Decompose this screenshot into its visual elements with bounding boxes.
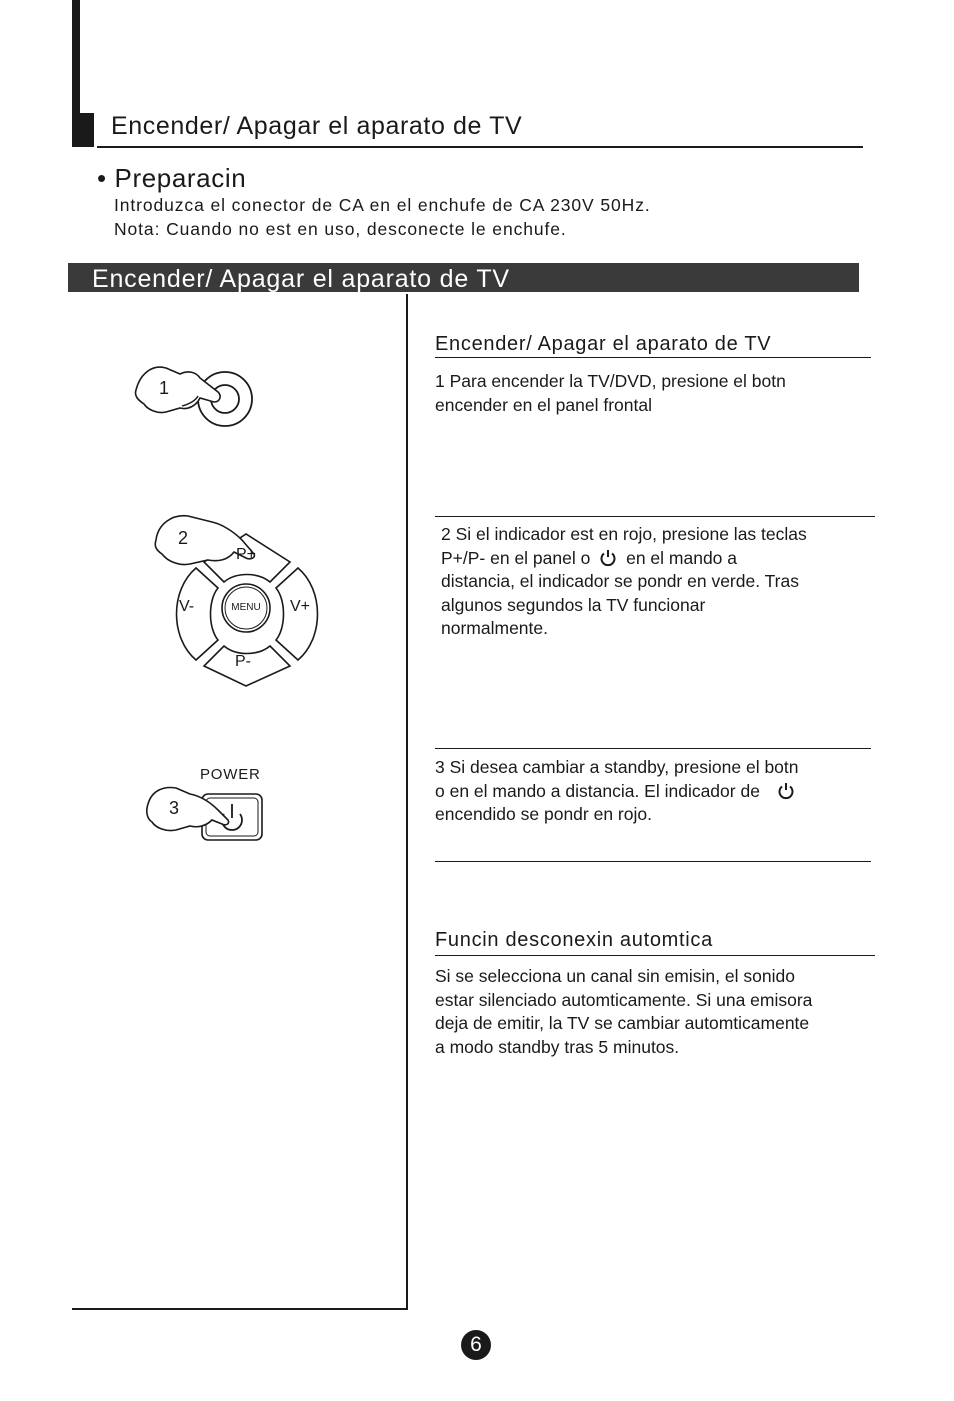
step-2-line-4: algunos segundos la TV funcionar — [441, 594, 706, 615]
power-label: POWER — [200, 766, 261, 783]
step-1-line-2: encender en el panel frontal — [435, 394, 652, 415]
step-2-label: 2 — [178, 528, 189, 548]
bottom-rule — [72, 1308, 408, 1310]
auto-off-rule — [435, 955, 875, 956]
step-1-text — [435, 370, 875, 417]
v-plus-key: V+ — [290, 598, 311, 615]
round-power-button-icon — [126, 358, 258, 434]
step-2-line-1: 2 Si el indicador est en rojo, presione las teclas — [441, 524, 807, 544]
preparation-line-2: Nota: Cuando no est en uso, desconecte le enchufe. — [114, 219, 567, 239]
step-2-line-5: normalmente. — [441, 618, 548, 638]
header-marker-block — [72, 113, 94, 147]
hand-pointer-icon — [135, 367, 220, 412]
v-minus-key: V- — [179, 598, 195, 615]
power-icon — [599, 549, 617, 567]
auto-off-line-4: a modo standby tras 5 minutos. — [435, 1036, 680, 1057]
step-1-label: 1 — [159, 378, 170, 398]
left-margin-bar — [72, 0, 80, 118]
auto-off-line-1: Si se selecciona un canal sin emisin, el sonido — [435, 966, 795, 986]
step-3-line-1: 3 Si desea cambiar a standby, presione el botn — [435, 757, 799, 777]
step-2-line-2 — [441, 547, 881, 571]
auto-off-line-2: estar silenciado automticamente. Si una emisora — [435, 989, 813, 1010]
column-divider — [406, 294, 408, 1310]
step-3-text — [435, 756, 875, 827]
step-3-rule — [435, 748, 871, 749]
step-2-rule — [435, 516, 875, 517]
page-title: Encender/ Apagar el aparato de TV — [111, 112, 523, 140]
auto-off-text — [435, 965, 895, 1059]
figure-step-1 — [126, 358, 258, 434]
power-icon — [777, 782, 795, 800]
preparation-line-1: Introduzca el conector de CA en el enchufe de CA 230V 50Hz. — [114, 195, 651, 215]
power-section-rule — [435, 357, 871, 358]
p-plus-key: P+ — [236, 546, 257, 563]
p-minus-key: P- — [235, 653, 251, 670]
auto-off-title: Funcin desconexin automtica — [435, 929, 713, 951]
step-3-line-2-text: o en el mando a distancia. El indicador de — [435, 780, 760, 801]
step-1-line-1: 1 Para encender la TV/DVD, presione el botn — [435, 371, 786, 391]
step-3-line-2 — [435, 780, 875, 804]
preparation-title: • Preparacin — [97, 163, 247, 193]
step-2-line-2a: P+/P- en el panel o — [441, 547, 591, 568]
step-2-text — [441, 523, 881, 641]
figure-step-2 — [150, 510, 330, 690]
step-3-bottom-rule — [435, 861, 871, 862]
step-2-line-2b: en el mando a — [626, 547, 738, 568]
step-2-line-3: distancia, el indicador se pondr en verde. Tras — [441, 571, 799, 591]
header-rule — [97, 146, 863, 148]
page-number: 6 — [461, 1330, 491, 1360]
figure-step-3 — [144, 784, 268, 846]
section-band-title: Encender/ Apagar el aparato de TV — [92, 265, 510, 293]
menu-key: MENU — [231, 602, 261, 613]
step-3-line-3: encendido se pondr en rojo. — [435, 804, 652, 824]
power-section-title: Encender/ Apagar el aparato de TV — [435, 333, 772, 355]
auto-off-line-3: deja de emitir, la TV se cambiar automticamente — [435, 1013, 810, 1033]
step-3-label: 3 — [169, 798, 180, 818]
